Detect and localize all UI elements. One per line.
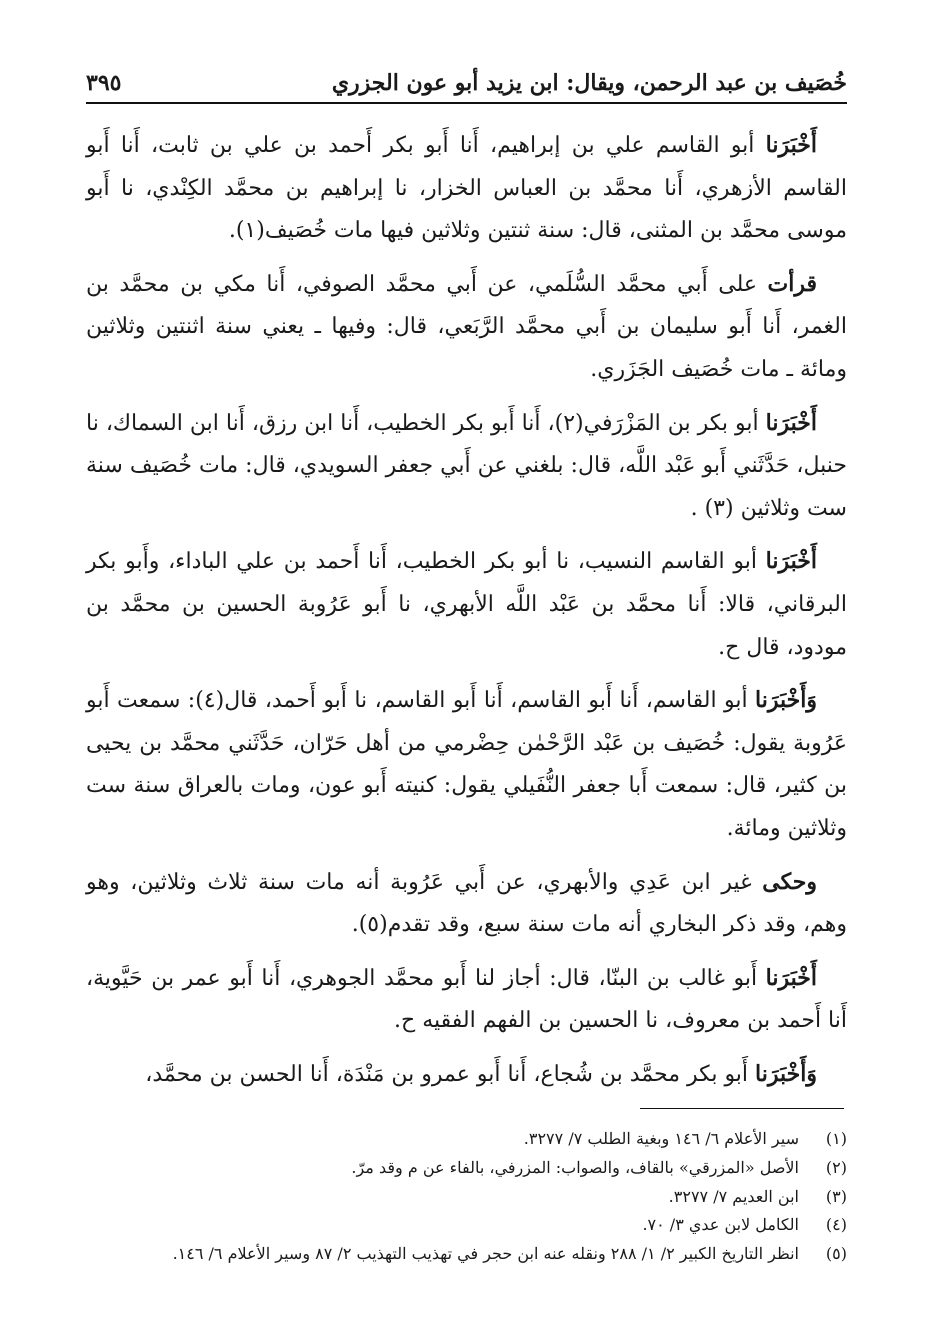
main-text	[86, 124, 847, 1096]
paragraph-lead: وَأَخْبَرَنا	[755, 1060, 817, 1087]
footnote-marker: (٥)	[825, 1244, 847, 1264]
footnote-marker: (٣)	[825, 1186, 847, 1206]
paragraph	[86, 402, 847, 531]
paragraph-lead: قرأت	[767, 270, 817, 297]
page-number: ٣٩٥	[86, 70, 122, 96]
footnote-text: انظر التاريخ الكبير ٢/ ١/ ٢٨٨ ونقله عنه ابن حجر في تهذيب التهذيب ٢/ ٨٧ وسير الأعلام ٦/ ١٤٦.	[172, 1244, 799, 1264]
footnotes	[86, 1125, 847, 1269]
paragraph-text: أبو القاسم علي بن إبراهيم، أَنا أَبو بكر أَحمد بن علي بن ثابت، أَنا أَبو القاسم الأزهري، أَنا محمَّد بن العباس الخزار، نا إبراهيم بن محمَّد الكِنْدي، نا أَبو موسى محمَّد بن المثنى، قال: سنة ثنتين وثلاثين فيها مات خُصَيف(١).	[86, 133, 847, 244]
footnote-divider	[640, 1108, 844, 1109]
footnote	[86, 1154, 847, 1183]
paragraph-text: غير ابن عَدِي والأبهري، عن أَبي عَرُوبة أنه مات سنة ثلاث وثلاثين، وهو وهم، وقد ذكر البخاري أنه مات سنة سبع، وقد تقدم(٥).	[86, 869, 847, 938]
page-header	[86, 60, 847, 104]
footnote-text: الأصل «المزرقي» بالقاف، والصواب: المزرفي، بالفاء عن م وقد مرّ.	[351, 1157, 799, 1177]
footnote	[86, 1240, 847, 1269]
paragraph	[86, 861, 847, 947]
footnote	[86, 1125, 847, 1154]
paragraph	[86, 679, 847, 850]
paragraph-lead: أَخْبَرَنا	[765, 548, 817, 575]
paragraph	[86, 957, 847, 1043]
footnote-text: ابن العديم ٧/ ٣٢٧٧.	[668, 1186, 799, 1206]
paragraph-lead: أَخْبَرَنا	[765, 964, 817, 991]
paragraph	[86, 540, 847, 669]
paragraph-lead: وَأَخْبَرَنا	[755, 687, 817, 714]
paragraph-lead: أَخْبَرَنا	[765, 409, 817, 436]
paragraph-text: أَبو غالب بن البنّا، قال: أجاز لنا أَبو محمَّد الجوهري، أَنا أَبو عمر بن حَيَّوية، أَنا أَحمد بن معروف، نا الحسين بن الفهم الفقيه ح.	[86, 965, 847, 1034]
footnote-text: الكامل لابن عدي ٣/ ٧٠.	[642, 1215, 799, 1235]
paragraph-text: أبو بكر بن المَزْرَفي(٢)، أَنا أَبو بكر الخطيب، أَنا ابن رزق، أَنا ابن السماك، نا حنبل، حَدَّثَني أَبو عَبْد اللَّه، قال: بلغني عن أَبي جعفر السويدي، قال: مات خُصَيف سنة ست وثلاثين (٣) .	[86, 410, 847, 521]
paragraph-text: على أَبي محمَّد السُّلَمي، عن أَبي محمَّد الصوفي، أَنا مكي بن محمَّد بن الغمر، أَنا أَبو سليمان بن أَبي محمَّد الرَّبَعي، قال: وفيها ـ يعني سنة اثنتين وثلاثين ومائة ـ مات خُصَيف الجَزَري.	[86, 271, 847, 382]
footnote-marker: (١)	[825, 1129, 847, 1148]
footnote-text: سير الأعلام ٦/ ١٤٦ وبغية الطلب ٧/ ٣٢٧٧.	[523, 1129, 799, 1148]
footnote	[86, 1183, 847, 1212]
paragraph	[86, 263, 847, 392]
footnote	[86, 1211, 847, 1240]
paragraph-text: أبو القاسم النسيب، نا أبو بكر الخطيب، أَنا أَحمد بن علي الباداء، وأَبو بكر البرقاني، قالا: أَنا محمَّد بن عَبْد اللَّه الأبهري، نا أَبو عَرُوبة الحسين بن محمَّد بن مودود، قال ح.	[86, 549, 847, 660]
paragraph-lead: أَخْبَرَنا	[765, 132, 817, 158]
paragraph	[86, 1053, 847, 1097]
footnote-marker: (٢)	[825, 1157, 847, 1177]
paragraph-text: أبو القاسم، أَنا أَبو القاسم، أَنا أَبو القاسم، نا أَبو أَحمد، قال(٤): سمعت أَبو عَرُوبة يقول: خُصَيف بن عَبْد الرَّحْمٰن حِضْرمي من أهل حَرّان، حَدَّثَني محمَّد بن يحيى بن كثير، قال: سمعت أَبا جعفر النُّفَيلي يقول: كنيته أَبو عون، ومات بالعراق سنة ست وثلاثين ومائة.	[86, 688, 847, 841]
paragraph-lead: وحكى	[762, 868, 817, 895]
footnote-marker: (٤)	[825, 1215, 847, 1235]
running-title: خُصَيف بن عبد الرحمن، ويقال: ابن يزيد أبو عون الجزري	[331, 70, 847, 96]
paragraph	[86, 124, 847, 253]
paragraph-text: أَبو بكر محمَّد بن شُجاع، أَنا أَبو عمرو بن مَنْدَة، أَنا الحسن بن محمَّد،	[145, 1061, 756, 1087]
